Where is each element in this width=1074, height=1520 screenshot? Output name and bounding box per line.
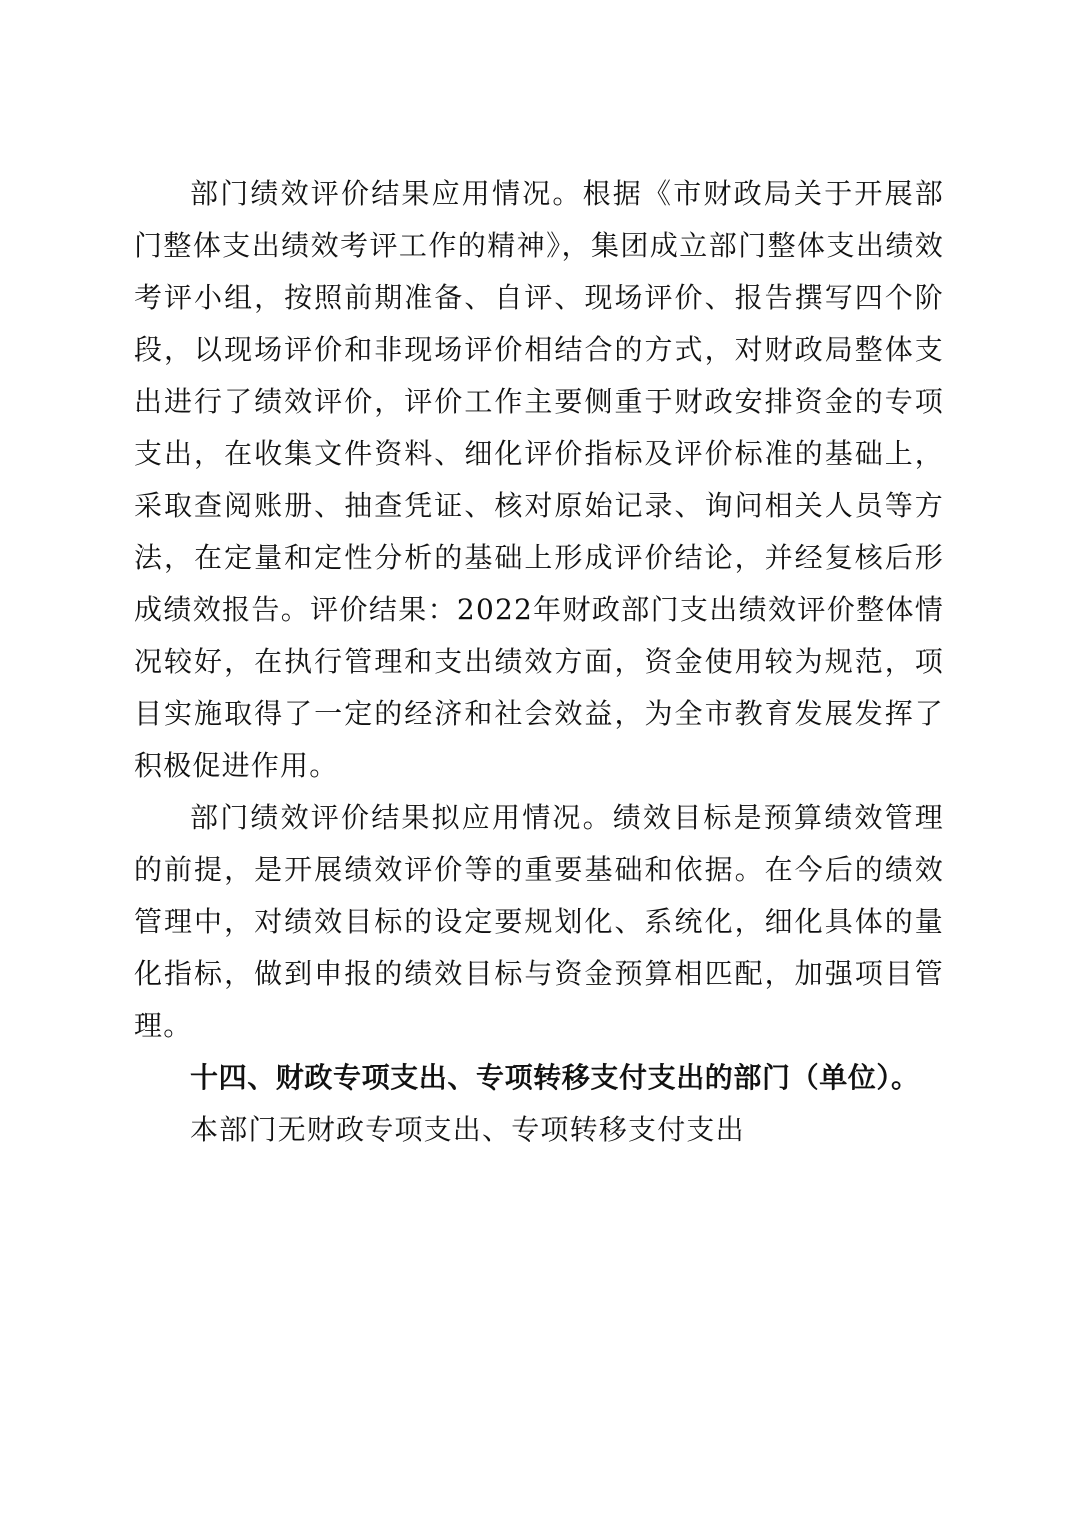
- section-heading: 十四、财政专项支出、专项转移支付支出的部门（单位）。: [190, 1061, 920, 1094]
- paragraph-planned-application: 部门绩效评价结果拟应用情况。绩效目标是预算绩效管理的前提，是开展绩效评价等的重要基础和依据。在今后的绩效管理中，对绩效目标的设定要规划化、系统化，细化具体的量化指标，做到申报的绩效目标与资金预算相匹配，加强项目管理。: [134, 801, 944, 1042]
- section-body: 本部门无财政专项支出、专项转移支付支出: [190, 1113, 745, 1146]
- paragraph-performance-evaluation-results: 部门绩效评价结果应用情况。根据《市财政局关于开展部门整体支出绩效考评工作的精神》，集团成立部门整体支出绩效考评小组，按照前期准备、自评、现场评价、报告撰写四个阶段，以现场评价和非现场评价相结合的方式，对财政局整体支出进行了绩效评价，评价工作主要侧重于财政安排资金的专项支出，在收集文件资料、细化评价指标及评价标准的基础上，采取查阅账册、抽查凭证、核对原始记录、询问相关人员等方法，在定量和定性分析的基础上形成评价结论，并经复核后形成绩效报告。评价结果：2022年财政部门支出绩效评价整体情况较好，在执行管理和支出绩效方面，资金使用较为规范，项目实施取得了一定的经济和社会效益，为全市教育发展发挥了积极促进作用。: [134, 177, 944, 782]
- document-body: [134, 168, 944, 1156]
